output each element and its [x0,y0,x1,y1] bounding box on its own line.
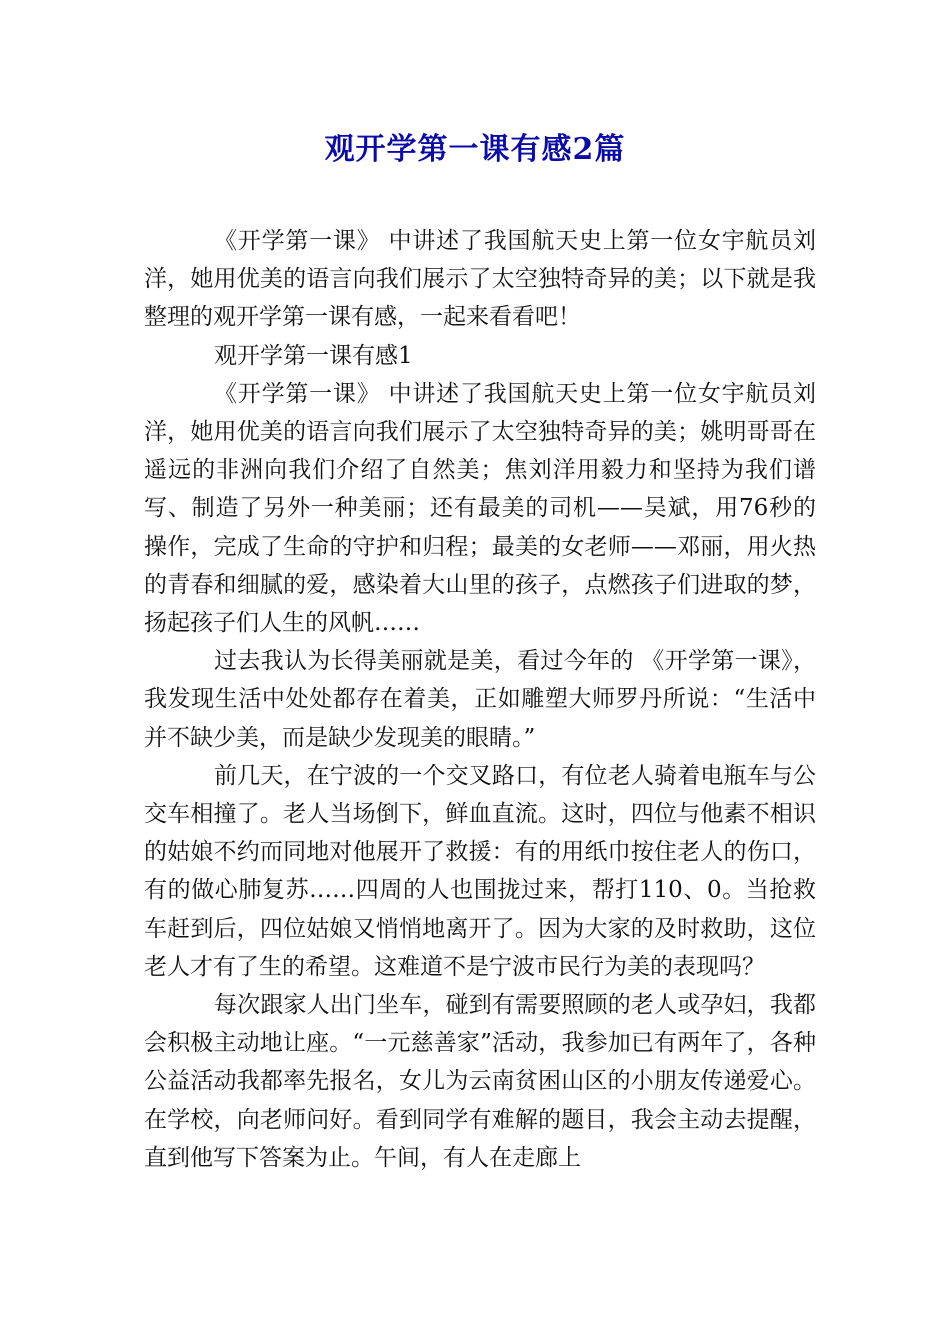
body-paragraph: 每次跟家人出门坐车，碰到有需要照顾的老人或孕妇，我都会积极主动地让座。“一元慈善家”活动，我参加已有两年了，各种公益活动我都率先报名，女儿为云南贫困山区的小朋友传递爱心。在学校，向老师问好。看到同学有难解的题目，我会主动去提醒，直到他写下答案为止。午间，有人在走廊上 [144,992,816,1171]
body-paragraph: 过去我认为长得美丽就是美，看过今年的 《开学第一课》，我发现生活中处处都存在着美，正如雕塑大师罗丹所说：“生活中并不缺少美，而是缺少发现美的眼睛。” [144,648,816,751]
document-body [144,222,816,1177]
body-paragraph: 前几天，在宁波的一个交叉路口，有位老人骑着电瓶车与公交车相撞了。老人当场倒下，鲜血直流。这时，四位与他素不相识的姑娘不约而同地对他展开了救援：有的用纸巾按住老人的伤口，有的做心肺复苏……四周的人也围拢过来，帮打110、0。当抢救车赶到后，四位姑娘又悄悄地离开了。因为大家的及时救助，这位老人才有了生的希望。这难道不是宁波市民行为美的表现吗？ [144,762,816,980]
body-paragraph: 《开学第一课》 中讲述了我国航天史上第一位女宇航员刘洋，她用优美的语言向我们展示了太空独特奇异的美；姚明哥哥在遥远的非洲向我们介绍了自然美；焦刘洋用毅力和坚持为我们谱写、制造了另外一种美丽；还有最美的司机——吴斌，用76秒的操作，完成了生命的守护和归程；最美的女老师——邓丽，用火热的青春和细腻的爱，感染着大山里的孩子，点燃孩子们进取的梦，扬起孩子们人生的风帆…… [144,380,816,637]
document-title: 观开学第一课有感2篇 [324,132,626,167]
section-heading: 观开学第一课有感1 [214,342,413,369]
intro-paragraph: 《开学第一课》 中讲述了我国航天史上第一位女宇航员刘洋，她用优美的语言向我们展示了太空独特奇异的美；以下就是我整理的观开学第一课有感，一起来看看吧！ [144,228,816,331]
